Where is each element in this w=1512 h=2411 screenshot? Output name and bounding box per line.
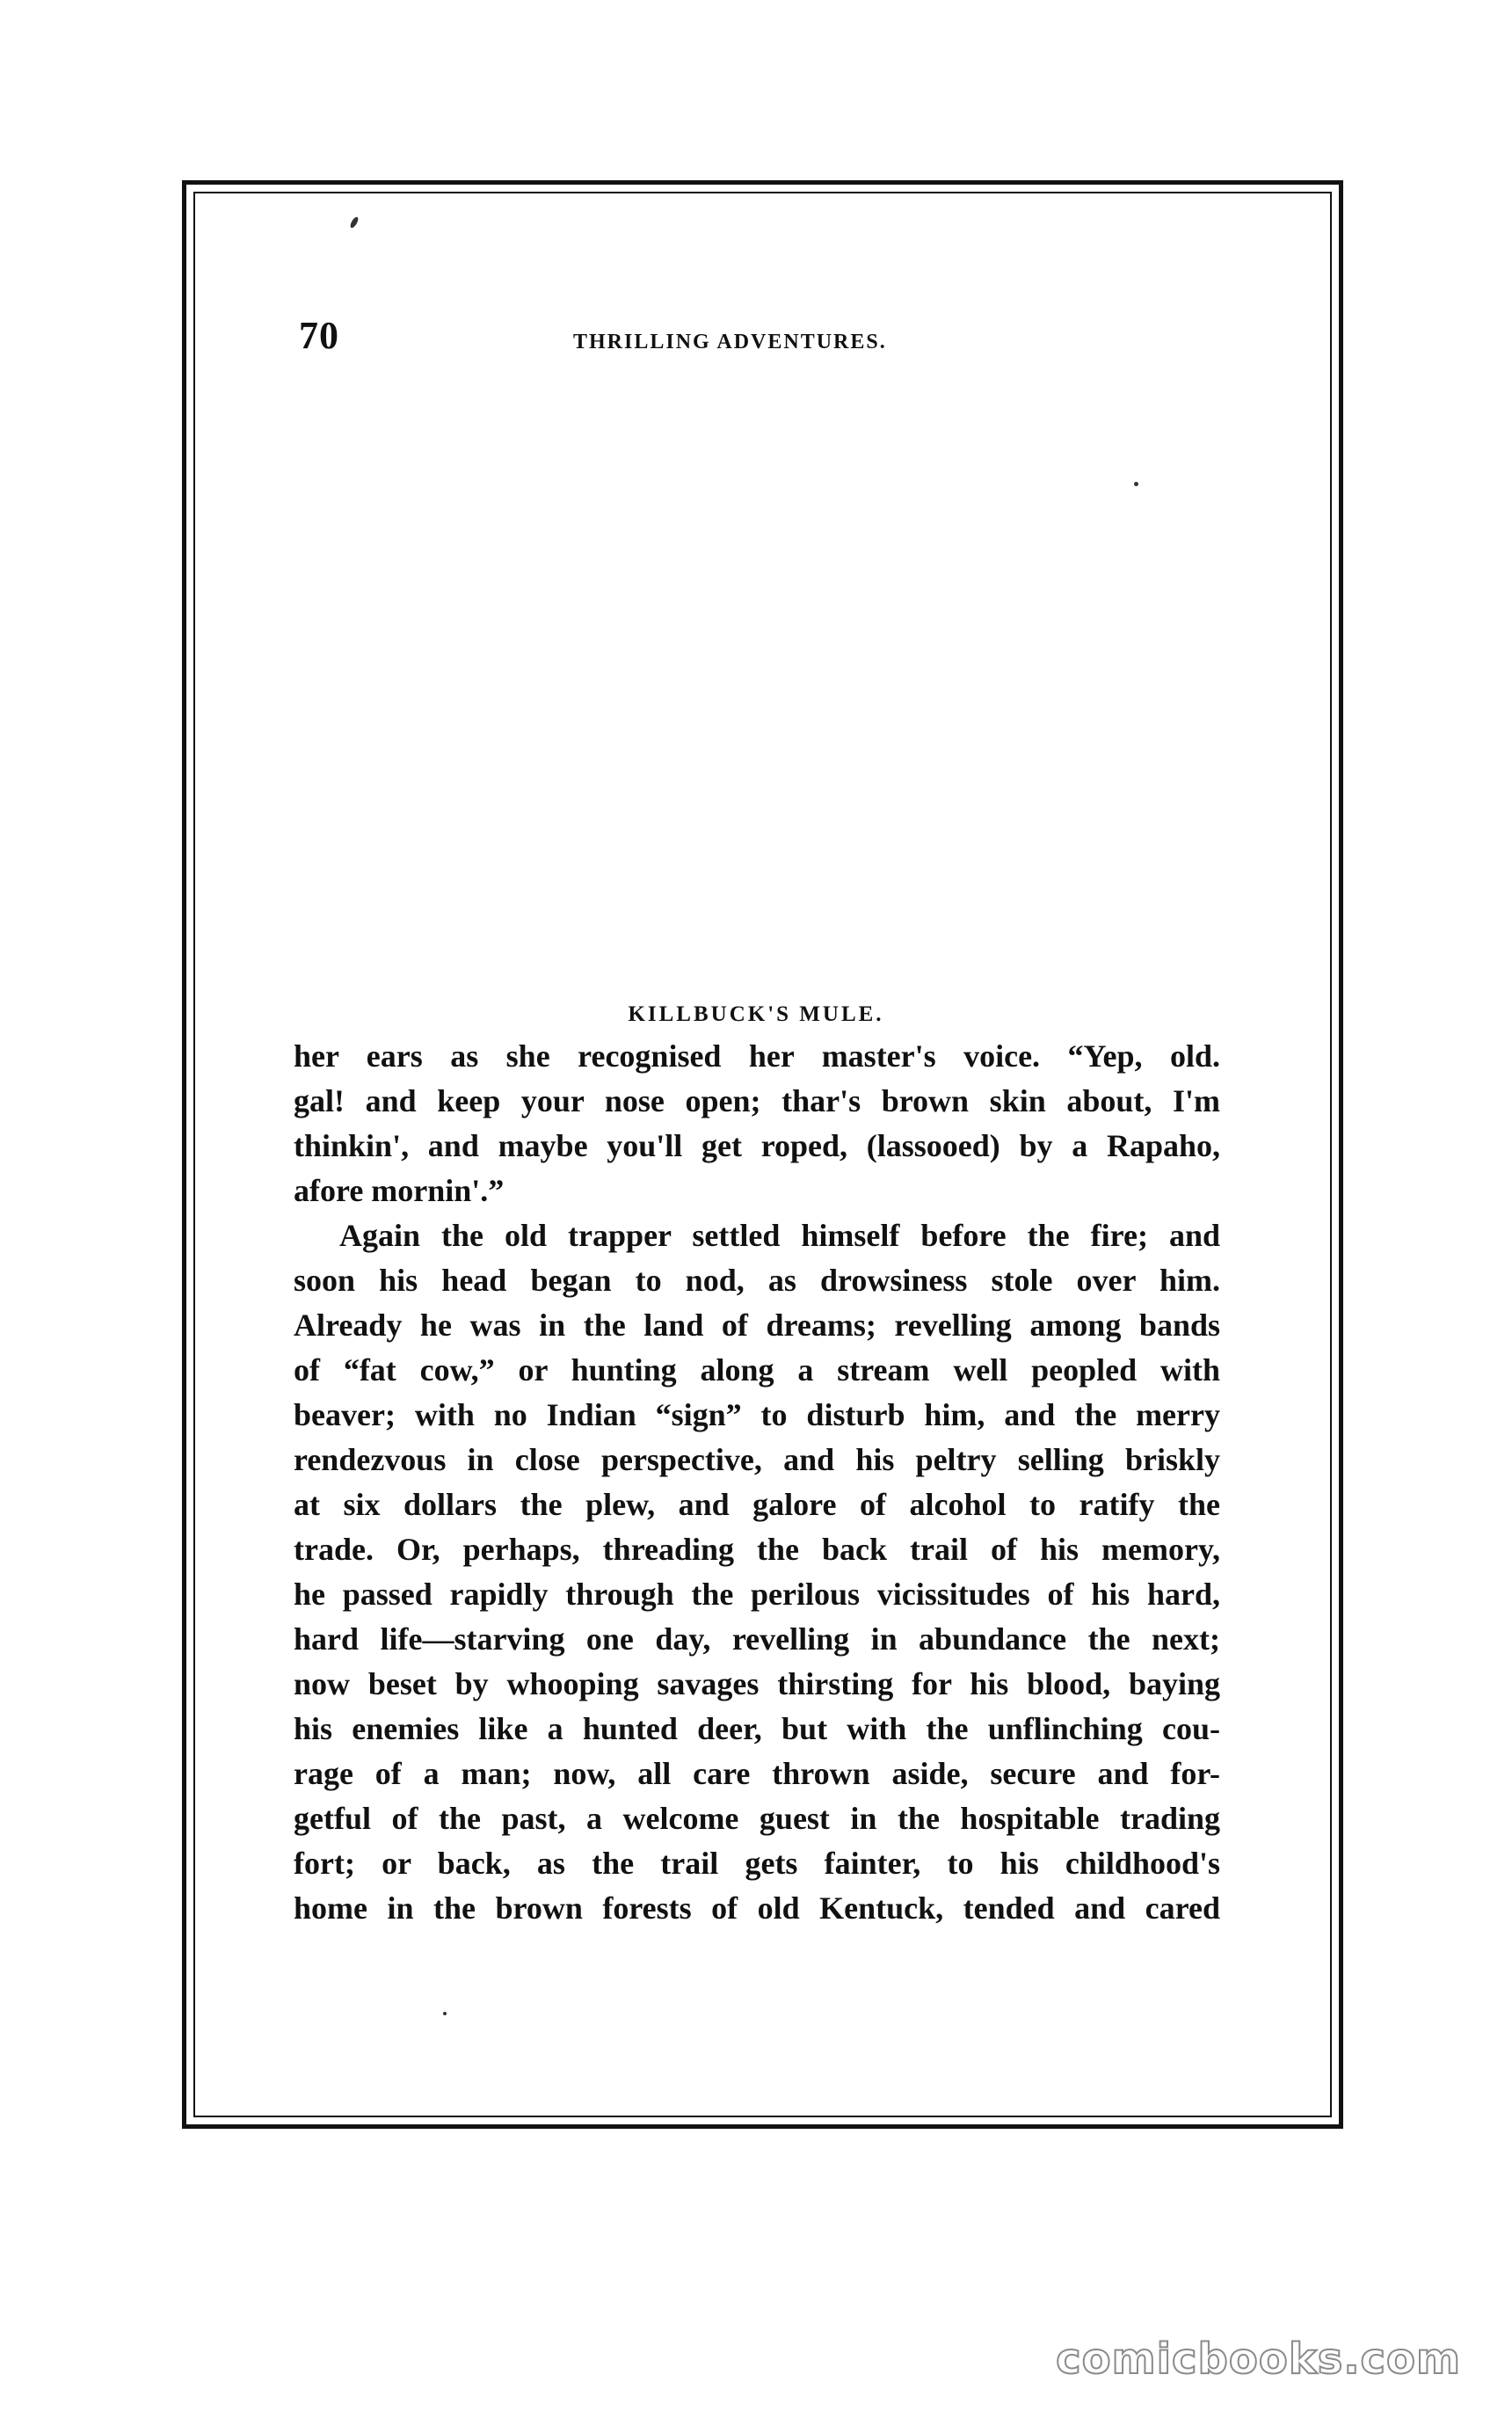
text-line: he passed rapidly through the perilous vicissitudes of his hard, <box>294 1577 1220 1612</box>
text-line: Again the old trapper settled himself before the fire; and <box>339 1218 1220 1253</box>
page-number: 70 <box>299 314 339 357</box>
text-line: fort; or back, as the trail gets fainter, to his childhood's <box>294 1846 1220 1881</box>
body-text <box>294 1034 1220 1931</box>
text-line: his enemies like a hunted deer, but with the unflinching cou- <box>294 1711 1220 1746</box>
watermark: comicbooks.com <box>1056 2335 1461 2384</box>
text-line: rage of a man; now, all care thrown aside, secure and for- <box>294 1756 1220 1791</box>
text-line: rendezvous in close perspective, and his peltry selling briskly <box>294 1442 1220 1477</box>
text-line: her ears as she recognised her master's voice. “Yep, old. <box>294 1038 1220 1074</box>
text-line: of “fat cow,” or hunting along a stream well peopled with <box>294 1352 1220 1388</box>
text-line: home in the brown forests of old Kentuck, tended and cared <box>294 1890 1220 1926</box>
text-line: soon his head began to nod, as drowsiness stole over him. <box>294 1263 1220 1298</box>
text-line: beaver; with no Indian “sign” to disturb him, and the merry <box>294 1397 1220 1432</box>
text-line: thinkin', and maybe you'll get roped, (lassooed) by a Rapaho, <box>294 1128 1220 1163</box>
section-title: KILLBUCK'S MULE. <box>628 1002 884 1026</box>
ink-speck <box>443 2012 447 2015</box>
text-line: getful of the past, a welcome guest in the hospitable trading <box>294 1801 1220 1836</box>
text-line: hard life—starving one day, revelling in abundance the next; <box>294 1621 1220 1657</box>
running-title: THRILLING ADVENTURES. <box>573 331 887 353</box>
ink-speck <box>1134 482 1138 486</box>
text-line: Already he was in the land of dreams; revelling among bands <box>294 1307 1220 1343</box>
text-line: afore mornin'.” <box>294 1173 505 1208</box>
text-line: at six dollars the plew, and galore of alcohol to ratify the <box>294 1487 1220 1522</box>
text-line: trade. Or, perhaps, threading the back trail of his memory, <box>294 1532 1220 1567</box>
text-line: gal! and keep your nose open; thar's brown skin about, I'm <box>294 1083 1220 1118</box>
text-line: now beset by whooping savages thirsting for his blood, baying <box>294 1666 1220 1701</box>
